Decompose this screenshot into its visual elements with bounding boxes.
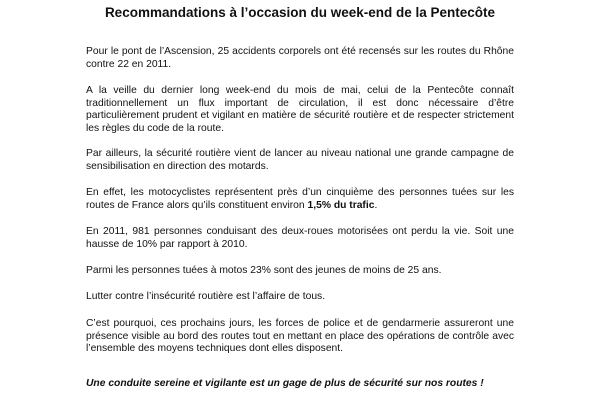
paragraph-motorcyclists-end: .	[374, 199, 378, 211]
paragraph-ascension: Pour le pont de l’Ascension, 25 accidents corporels ont été recensés sur les routes du Rhône contre 22 en 2011.	[86, 46, 514, 70]
paragraph-motorcyclists-text: En effet, les motocyclistes représentent près d’un cinquième des personnes tuées sur les routes de France alors qu’ils constituent environ	[86, 187, 514, 211]
paragraph-2011-deaths: En 2011, 981 personnes conduisant des deux-roues motorisées ont perdu la vie. Soit une hausse de 10% par rapport à 2010.	[86, 226, 514, 250]
traffic-share-highlight: 1,5% du trafic	[307, 199, 375, 211]
conclusion-statement: Une conduite sereine et vigilante est un gage de plus de sécurité sur nos routes !	[86, 378, 484, 389]
paragraph-motorcyclists	[86, 187, 514, 212]
document-title: Recommandations à l’occasion du week-end de la Pentecôte	[104, 5, 496, 20]
paragraph-everyone-concerned: Lutter contre l’insécurité routière est l’affaire de tous.	[86, 291, 326, 302]
paragraph-police-controls: C’est pourquoi, ces prochains jours, les forces de police et de gendarmerie assureront une présence visible au bord des routes tout en mettant en place des opérations de contrôle avec l’ensemble des moyens techniques dont elles disposent.	[86, 318, 514, 355]
paragraph-young-victims: Parmi les personnes tuées à motos 23% sont des jeunes de moins de 25 ans.	[86, 265, 442, 276]
paragraph-campaign: Par ailleurs, la sécurité routière vient de lancer au niveau national une grande campagne de sensibilisation en direction des motards.	[86, 148, 514, 172]
paragraph-pentecost-traffic: A la veille du dernier long week-end du mois de mai, celui de la Pentecôte connaît traditionnellement un flux important de circulation, il est donc nécessaire d’être particulièrement prudent et vigilant en matière de sécurité routière et de respecter strictement les règles du code de la route.	[86, 85, 514, 134]
